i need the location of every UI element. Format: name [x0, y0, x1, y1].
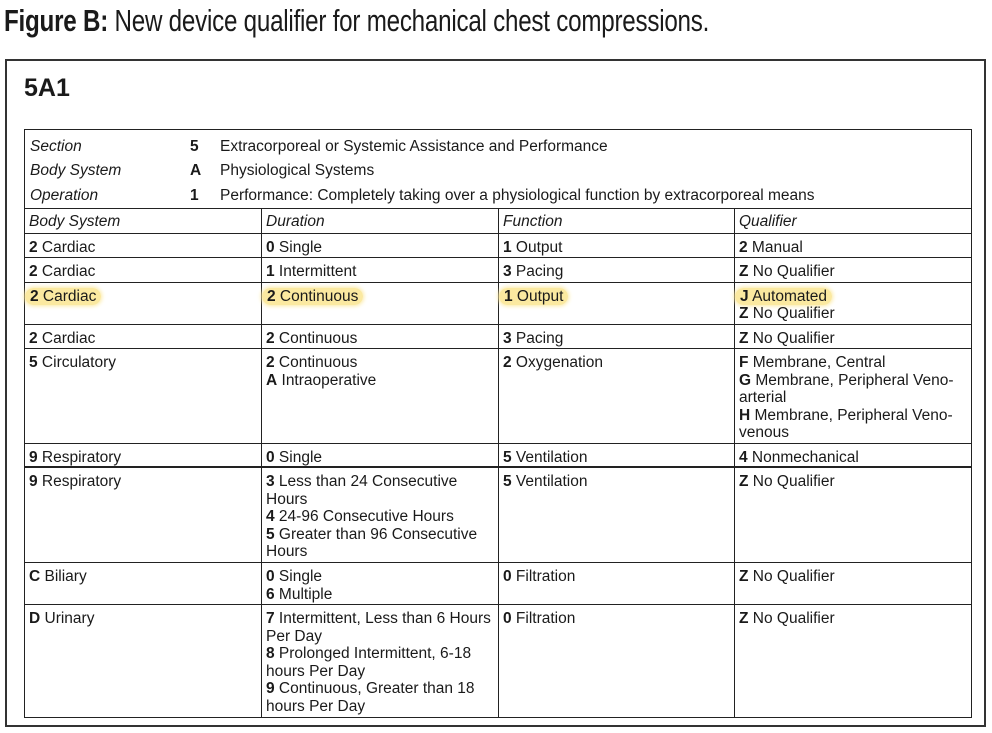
- code-char: 7: [266, 610, 275, 627]
- code-entry: [29, 288, 257, 306]
- code-char: 4: [739, 448, 748, 466]
- code-char: Z: [739, 473, 749, 490]
- table-row: [25, 444, 971, 469]
- code-desc: Single: [274, 238, 323, 256]
- code-entry: [29, 449, 257, 467]
- code-desc: Prolonged Intermittent, 6-18 hours Per Day: [266, 645, 472, 680]
- code-char: 0: [266, 448, 275, 466]
- code-char: 2: [29, 238, 38, 256]
- code-desc: Output: [512, 287, 564, 305]
- qualifier-cell: [735, 563, 971, 604]
- code-char: 5: [503, 473, 512, 490]
- function-cell: [499, 234, 735, 258]
- qualifier-cell: [735, 605, 971, 717]
- code-desc: Less than 24 Consecutive Hours: [266, 473, 458, 508]
- code-desc: No Qualifier: [748, 329, 835, 347]
- body-system-cell: [25, 234, 262, 258]
- qualifier-cell: [735, 234, 971, 258]
- code-desc: Filtration: [511, 610, 576, 627]
- code-desc: No Qualifier: [748, 568, 835, 585]
- qualifier-cell: [735, 258, 971, 282]
- code-char: 2: [29, 329, 38, 347]
- qualifier-cell: [735, 468, 971, 562]
- code-entry: [266, 645, 494, 680]
- code-char: 9: [29, 473, 38, 490]
- table-row: [25, 605, 971, 717]
- code-entry: [29, 239, 257, 257]
- code-char: 3: [503, 329, 512, 347]
- code-entry: [503, 473, 730, 491]
- code-desc: Automated: [748, 287, 828, 305]
- code-char: 0: [266, 238, 275, 256]
- function-cell: [499, 258, 735, 282]
- qualifier-cell: [735, 283, 971, 324]
- duration-cell: [262, 283, 499, 324]
- code-desc: Respiratory: [37, 448, 122, 466]
- code-desc: Manual: [747, 238, 803, 256]
- code-desc: Oxygenation: [511, 354, 603, 371]
- code-char: 2: [266, 329, 275, 347]
- code-desc: Intermittent: [274, 263, 357, 280]
- code-desc: Intermittent, Less than 6 Hours Per Day: [266, 610, 491, 645]
- code-entry: [503, 449, 730, 467]
- figure-title: [4, 0, 709, 42]
- code-entry: [739, 288, 967, 306]
- code-char: 6: [266, 585, 275, 603]
- code-char: J: [740, 287, 749, 305]
- column-header: Body System: [25, 209, 262, 233]
- highlighted-entry: [499, 288, 568, 305]
- code-char: Z: [739, 568, 749, 585]
- duration-cell: [262, 605, 499, 717]
- column-header: Duration: [262, 209, 499, 233]
- code-entry: [266, 263, 494, 281]
- qualifier-cell: [735, 444, 971, 467]
- code-char: D: [29, 610, 41, 627]
- code-entry: [739, 305, 967, 323]
- table-row: [25, 468, 971, 563]
- code-entry: [266, 239, 494, 257]
- header-body-system: [25, 159, 971, 184]
- code-desc: No Qualifier: [748, 305, 835, 322]
- code-char: G: [739, 371, 752, 389]
- table-row: [25, 234, 971, 259]
- duration-cell: [262, 349, 499, 443]
- code-entry: [739, 473, 967, 491]
- code-desc: Membrane, Peripheral Veno-venous: [739, 406, 953, 441]
- code-char: 2: [266, 354, 275, 371]
- code-entry: [29, 330, 257, 348]
- function-cell: [499, 605, 735, 717]
- body-system-cell: [25, 605, 262, 717]
- function-cell: [499, 325, 735, 349]
- code-char: F: [739, 354, 749, 371]
- code-char: 3: [266, 473, 275, 490]
- code-desc: Membrane, Peripheral Veno-arterial: [739, 371, 954, 406]
- code-desc: Urinary: [40, 610, 95, 627]
- code-char: 9: [29, 448, 38, 466]
- code-desc: Cardiac: [37, 329, 96, 347]
- figure-caption: New device qualifier for mechanical chest compressions.: [114, 3, 710, 38]
- code-entry: [503, 330, 730, 348]
- code-entry: [739, 263, 967, 281]
- table-body: [25, 234, 971, 718]
- body-system-cell: [25, 325, 262, 349]
- code-desc: No Qualifier: [748, 473, 835, 490]
- header-label: Body System: [30, 162, 122, 179]
- header-code: 1: [190, 186, 199, 204]
- function-cell: [499, 349, 735, 443]
- code-entry: [29, 568, 257, 586]
- code-char: 0: [503, 568, 512, 585]
- code-entry: [266, 354, 494, 372]
- code-entry: [503, 610, 730, 628]
- code-desc: Nonmechanical: [747, 448, 859, 466]
- function-cell: [499, 468, 735, 562]
- body-system-cell: [25, 563, 262, 604]
- code-char: 5: [503, 448, 512, 466]
- body-system-cell: [25, 468, 262, 562]
- code-entry: [266, 473, 494, 508]
- header-label: Operation: [30, 186, 99, 204]
- code-char: 9: [266, 680, 275, 697]
- code-entry: [29, 263, 257, 281]
- code-desc: Ventilation: [511, 448, 588, 466]
- table-code: 5A1: [24, 74, 70, 102]
- body-system-cell: [25, 283, 262, 324]
- code-entry: [266, 372, 494, 390]
- column-header: Function: [499, 209, 735, 233]
- code-desc: Continuous: [274, 329, 358, 347]
- code-entry: [739, 372, 967, 407]
- header-desc: Physiological Systems: [220, 162, 375, 179]
- code-desc: No Qualifier: [748, 263, 835, 280]
- code-char: 8: [266, 645, 275, 662]
- code-desc: Membrane, Central: [748, 354, 886, 371]
- table-header: [25, 130, 971, 209]
- code-desc: Cardiac: [37, 263, 96, 280]
- code-desc: Cardiac: [37, 238, 96, 256]
- code-char: 0: [266, 568, 275, 585]
- code-char: 2: [30, 287, 39, 305]
- code-entry: [503, 568, 730, 586]
- figure-label: Figure B:: [4, 3, 109, 38]
- body-system-cell: [25, 349, 262, 443]
- code-char: 5: [29, 354, 38, 371]
- code-char: 2: [267, 287, 276, 305]
- duration-cell: [262, 325, 499, 349]
- code-desc: 24-96 Consecutive Hours: [274, 508, 454, 525]
- code-char: Z: [739, 263, 749, 280]
- code-entry: [503, 263, 730, 281]
- duration-cell: [262, 258, 499, 282]
- code-entry: [739, 330, 967, 348]
- code-entry: [266, 449, 494, 467]
- code-char: 5: [266, 525, 275, 543]
- duration-cell: [262, 468, 499, 562]
- code-entry: [739, 568, 967, 586]
- code-desc: Cardiac: [38, 287, 97, 305]
- code-char: 2: [503, 354, 512, 371]
- table-row: [25, 283, 971, 325]
- code-desc: Continuous: [275, 287, 359, 305]
- table-row: [25, 258, 971, 283]
- header-code: 5: [190, 137, 199, 155]
- code-entry: [503, 354, 730, 372]
- duration-cell: [262, 563, 499, 604]
- code-char: 1: [503, 238, 512, 256]
- body-system-cell: [25, 258, 262, 282]
- code-entry: [503, 288, 730, 306]
- code-entry: [266, 526, 494, 561]
- code-entry: [739, 354, 967, 372]
- code-entry: [29, 610, 257, 628]
- function-cell: [499, 283, 735, 324]
- code-char: 2: [29, 263, 38, 280]
- code-char: Z: [739, 329, 749, 347]
- code-char: H: [739, 406, 751, 424]
- code-entry: [266, 586, 494, 604]
- code-desc: Greater than 96 Consecutive Hours: [266, 525, 478, 560]
- header-code: A: [190, 162, 202, 179]
- qualifier-cell: [735, 325, 971, 349]
- code-desc: Intraoperative: [277, 371, 377, 389]
- code-desc: Circulatory: [37, 354, 117, 371]
- code-entry: [266, 330, 494, 348]
- table-row: [25, 563, 971, 605]
- qualifier-cell: [735, 349, 971, 443]
- code-entry: [266, 568, 494, 586]
- code-desc: Continuous: [274, 354, 358, 371]
- code-entry: [29, 354, 257, 372]
- body-system-cell: [25, 444, 262, 467]
- code-desc: Multiple: [274, 585, 333, 603]
- code-char: 3: [503, 263, 512, 280]
- code-desc: Respiratory: [37, 473, 122, 490]
- column-header-row: [25, 209, 971, 234]
- code-desc: Biliary: [40, 568, 87, 585]
- code-char: A: [266, 371, 278, 389]
- code-entry: [266, 508, 494, 526]
- code-entry: [266, 288, 494, 306]
- code-desc: Ventilation: [511, 473, 588, 490]
- duration-cell: [262, 234, 499, 258]
- code-char: 0: [503, 610, 512, 627]
- code-entry: [266, 610, 494, 645]
- pcs-table: [24, 129, 972, 718]
- code-entry: [739, 239, 967, 257]
- code-desc: Single: [274, 448, 323, 466]
- duration-cell: [262, 444, 499, 467]
- header-desc: Performance: Completely taking over a physiological function by extracorporeal means: [220, 186, 815, 204]
- code-desc: Pacing: [511, 329, 564, 347]
- code-char: 1: [504, 287, 513, 305]
- table-row: [25, 325, 971, 350]
- code-char: 2: [739, 238, 748, 256]
- table-row: [25, 349, 971, 444]
- header-section: [25, 134, 971, 159]
- header-operation: [25, 183, 971, 208]
- code-desc: Single: [274, 568, 323, 585]
- header-label: Section: [30, 137, 82, 155]
- column-header: Qualifier: [739, 212, 797, 230]
- code-desc: No Qualifier: [748, 610, 835, 627]
- code-entry: [503, 239, 730, 257]
- highlighted-entry: [25, 288, 101, 305]
- header-desc: Extracorporeal or Systemic Assistance and Performance: [220, 137, 608, 155]
- code-char: C: [29, 568, 41, 585]
- function-cell: [499, 444, 735, 467]
- code-entry: [739, 610, 967, 628]
- code-char: 1: [266, 263, 275, 280]
- function-cell: [499, 563, 735, 604]
- code-char: 4: [266, 508, 275, 525]
- code-entry: [739, 407, 967, 442]
- code-desc: Filtration: [511, 568, 576, 585]
- code-desc: Continuous, Greater than 18 hours Per Day: [266, 680, 475, 715]
- code-entry: [739, 449, 967, 467]
- code-char: Z: [739, 610, 749, 627]
- code-desc: Pacing: [511, 263, 564, 280]
- code-entry: [29, 473, 257, 491]
- code-desc: Output: [511, 238, 563, 256]
- code-entry: [266, 680, 494, 715]
- highlighted-entry: [735, 288, 832, 305]
- code-char: Z: [739, 305, 749, 322]
- highlighted-entry: [262, 288, 363, 305]
